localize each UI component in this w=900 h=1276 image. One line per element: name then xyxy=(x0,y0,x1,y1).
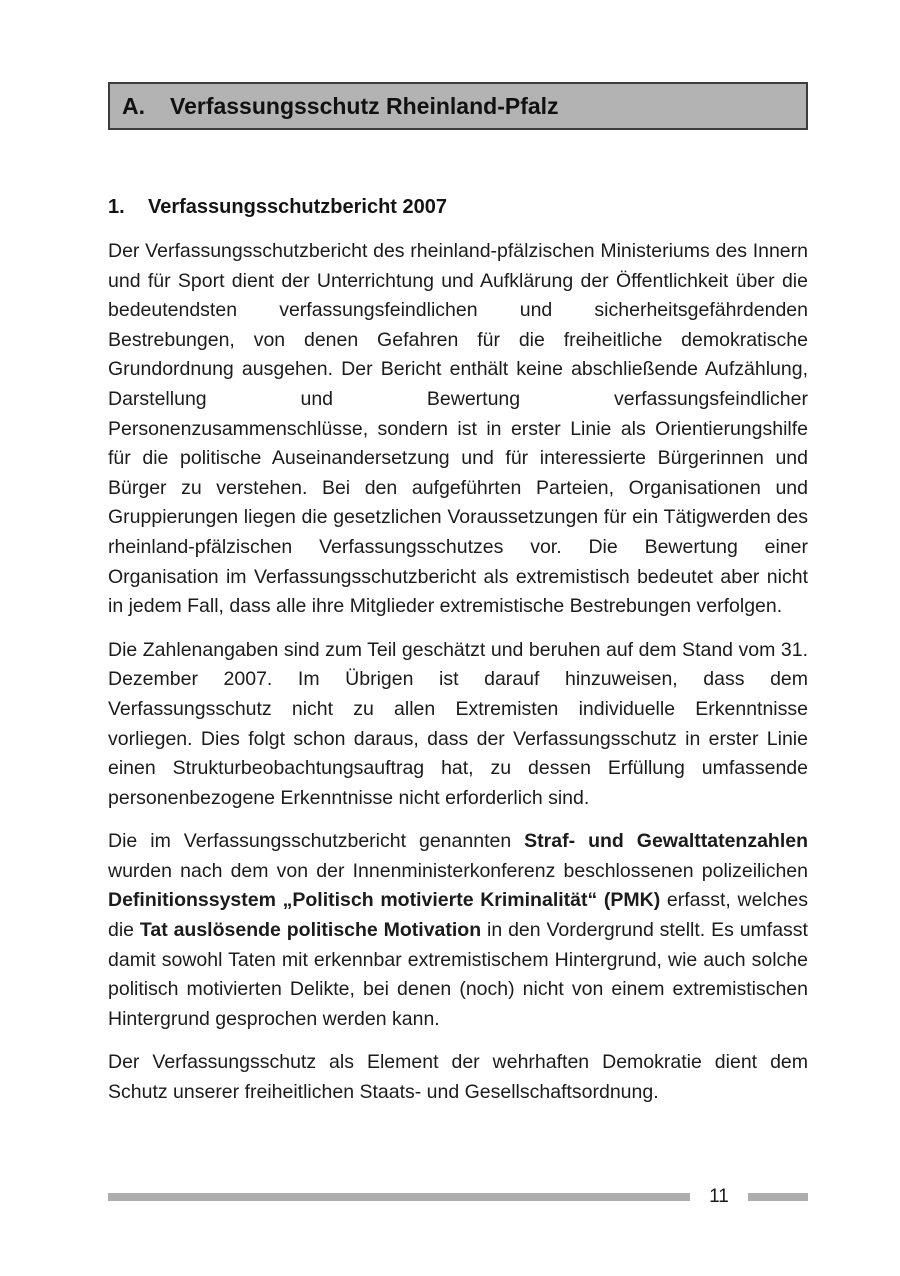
paragraph xyxy=(108,1048,808,1107)
text-run: in den Vordergrund stellt. Es umfasst damit sowohl Taten mit erkennbar extremistischem Hintergrund, wie auch solche politisch motivierten Delikte, bei denen (noch) nicht von einem extremistischen Hintergrund gesprochen werden kann. xyxy=(108,919,808,1030)
body-text xyxy=(108,237,808,1122)
footer-rule-left xyxy=(108,1193,690,1201)
text-run: Der Verfassungsschutzbericht des rheinland-pfälzischen Ministeriums des Innern und für Sport dient der Unterrichtung und Aufklärung der Öffentlichkeit über die bedeutendsten verfassungsfeindlichen und sicherheitsgefährdenden Bestrebungen, von denen Gefahren für die freiheitliche demokratische Grundordnung ausgehen. Der Bericht enthält keine abschließende Aufzählung, Darstellung und Bewertung verfassungsfeindlicher Personenzusammenschlüsse, sondern ist in erster Linie als Orientierungshilfe für die politische Auseinandersetzung und für interessierte Bürgerinnen und Bürger zu verstehen. Bei den aufgeführten Parteien, Organisationen und Gruppierungen liegen die gesetzlichen Voraussetzungen für ein Tätigwerden des rheinland-pfälzischen Verfassungsschutzes vor. Die Bewertung einer Organisation im Verfassungsschutzbericht als extremistisch bedeutet aber nicht in jedem Fall, dass alle ihre Mitglieder extremistische Bestrebungen verfolgen. xyxy=(108,240,808,618)
paragraph xyxy=(108,237,808,622)
chapter-header xyxy=(108,82,808,130)
bold-text-run: Tat auslösende politische Motivation xyxy=(139,919,482,942)
bold-text-run: Straf- und Gewalttatenzahlen xyxy=(524,830,809,853)
footer-rule-right xyxy=(748,1193,808,1201)
section-number: 1. xyxy=(108,196,125,218)
bold-text-run: Definitionssystem „Politisch motivierte Kriminalität“ (PMK) xyxy=(108,889,661,912)
page-number: 11 xyxy=(709,1186,729,1207)
text-run: wurden nach dem von der Innenministerkonferenz beschlossenen polizeilichen xyxy=(108,859,808,882)
paragraph xyxy=(108,827,808,1034)
text-run: Die Zahlenangaben sind zum Teil geschätzt und beruhen auf dem Stand vom 31. Dezember 2007. Im Übrigen ist darauf hinzuweisen, dass dem Verfassungsschutz nicht zu allen Extremisten individuelle Erkenntnisse vorliegen. Dies folgt schon daraus, dass der Verfassungsschutz in erster Linie einen Strukturbeobachtungsauftrag hat, zu dessen Erfüllung umfassende personenbezogene Erkenntnisse nicht erforderlich sind. xyxy=(108,638,808,809)
text-run: Der Verfassungsschutz als Element der wehrhaften Demokratie dient dem Schutz unserer freiheitlichen Staats- und Gesellschaftsordnung. xyxy=(108,1051,808,1104)
section-heading xyxy=(108,196,808,219)
text-run: erfasst, welches die xyxy=(108,889,808,942)
paragraph xyxy=(108,636,808,814)
section-title: Verfassungsschutzbericht 2007 xyxy=(148,196,448,218)
text-run: Die im Verfassungsschutzbericht genannten xyxy=(108,830,525,853)
page-footer xyxy=(108,1186,808,1208)
chapter-label: A. xyxy=(122,92,145,119)
chapter-title: Verfassungsschutz Rheinland-Pfalz xyxy=(170,92,559,119)
